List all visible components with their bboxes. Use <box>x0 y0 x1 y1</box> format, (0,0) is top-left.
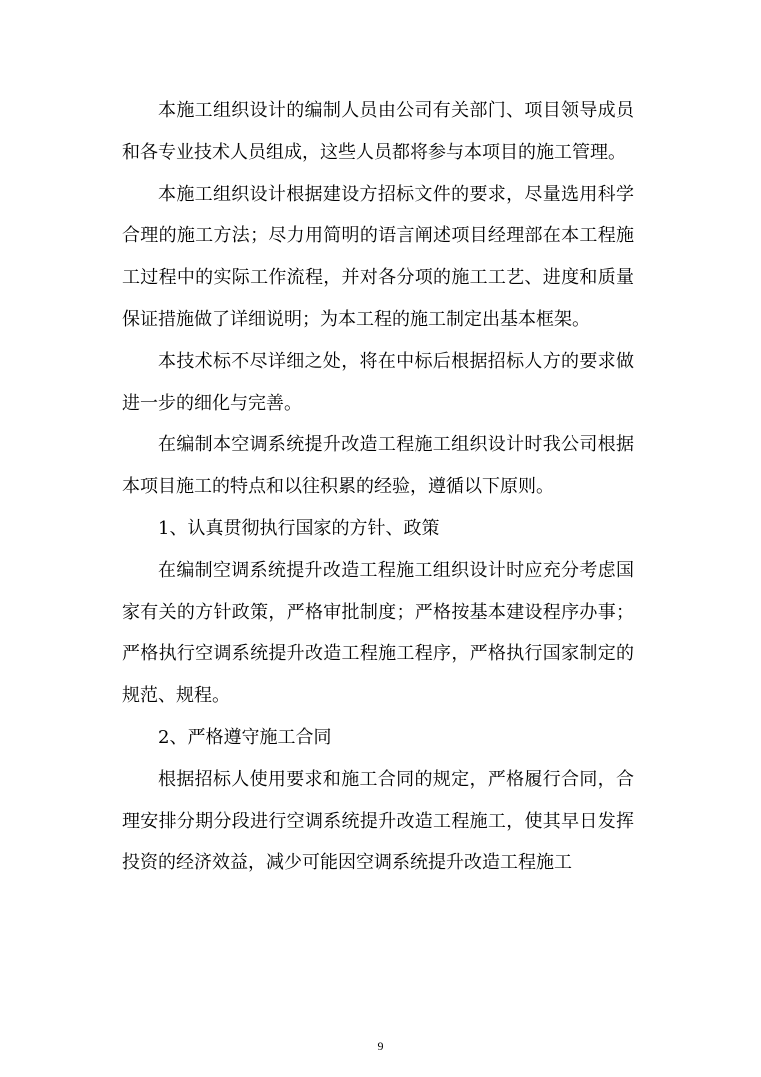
page-number: 9 <box>377 1039 384 1053</box>
paragraph: 在编制空调系统提升改造工程施工组织设计时应充分考虑国家有关的方针政策，严格审批制度；严格按基本建设程序办事；严格执行空调系统提升改造工程施工程序，严格执行国家制定的规范、规程。 <box>122 559 634 707</box>
paragraph: 本施工组织设计的编制人员由公司有关部门、项目领导成员和各专业技术人员组成，这些人员都将参与本项目的施工管理。 <box>122 100 634 163</box>
body-text <box>122 90 634 884</box>
paragraph: 在编制本空调系统提升改造工程施工组织设计时我公司根据本项目施工的特点和以往积累的经验，遵循以下原则。 <box>122 434 634 498</box>
section-heading: 1、认真贯彻执行国家的方针、政策 <box>158 517 440 539</box>
section-heading: 2、严格遵守施工合同 <box>158 726 332 748</box>
paragraph: 根据招标人使用要求和施工合同的规定，严格履行合同，合理安排分期分段进行空调系统提升改造工程施工，使其早日发挥投资的经济效益，减少可能因空调系统提升改造工程施工 <box>122 768 634 874</box>
paragraph: 本施工组织设计根据建设方招标文件的要求，尽量选用科学合理的施工方法；尽力用简明的语言阐述项目经理部在本工程施工过程中的实际工作流程，并对各分项的施工工艺、进度和质量保证措施做了详细说明；为本工程的施工制定出基本框架。 <box>122 183 634 330</box>
paragraph: 本技术标不尽详细之处，将在中标后根据招标人方的要求做进一步的细化与完善。 <box>122 350 634 414</box>
